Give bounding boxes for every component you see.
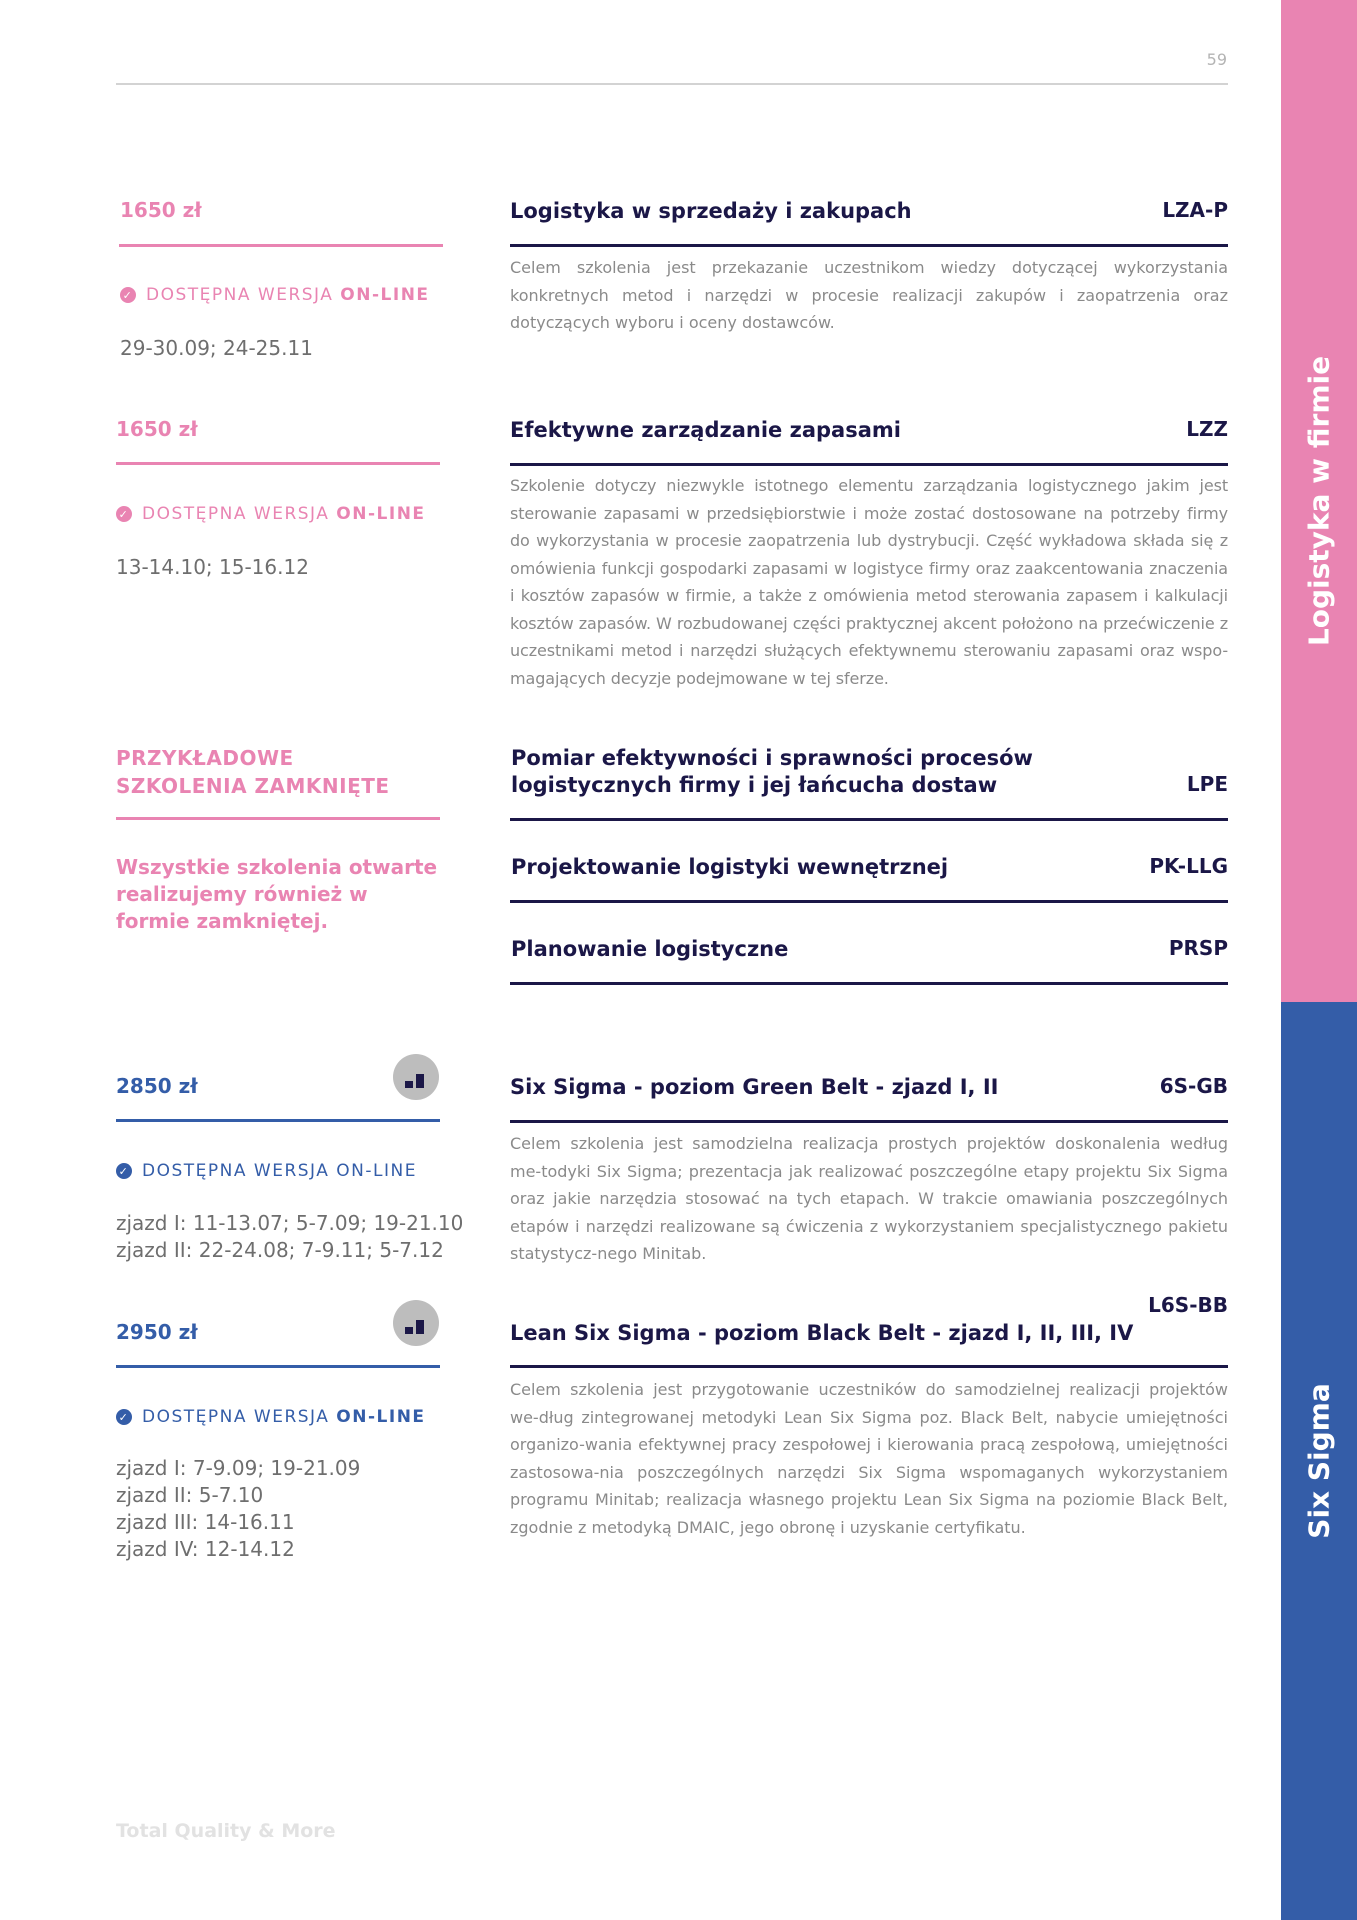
course-dates: 13-14.10; 15-16.12	[116, 555, 309, 579]
closed-item-title	[511, 745, 1111, 799]
closed-item-rule	[510, 900, 1228, 903]
date-line: zjazd III: 14-16.11	[116, 1510, 295, 1534]
online-badge	[116, 504, 426, 524]
date-line: zjazd I: 7-9.09; 19-21.09	[116, 1456, 361, 1480]
online-badge	[116, 1407, 426, 1427]
level-bar	[405, 1327, 413, 1334]
online-prefix: DOSTĘPNA WERSJA	[142, 1161, 330, 1181]
online-prefix: DOSTĘPNA WERSJA	[142, 1407, 330, 1427]
level-icon	[393, 1300, 439, 1346]
price-rule	[119, 244, 443, 247]
footer-brand: Total Quality & More	[116, 1820, 336, 1842]
closed-item-title-line: Pomiar efektywności i sprawności procesów	[511, 746, 1033, 770]
online-suffix: ON-LINE	[340, 285, 430, 305]
check-circle-icon: ✓	[116, 506, 132, 522]
title-rule	[510, 1120, 1228, 1123]
closed-item-code: LPE	[1186, 772, 1228, 796]
check-circle-icon: ✓	[116, 1409, 132, 1425]
date-line: zjazd I: 11-13.07; 5-7.09; 19-21.10	[116, 1211, 464, 1235]
online-prefix: DOSTĘPNA WERSJA	[142, 504, 330, 524]
header-divider	[116, 83, 1228, 85]
price-rule	[116, 1119, 440, 1122]
course-description: Szkolenie dotyczy niezwykle istotnego elementu zarządzania logistycznego jakim jest sterowanie zapasami w przedsiębiorstwie i może zostać dostosowane na potrzeby firmy do wykorzystania w procesie zaopatrzenia lub dystrybucji. Część wykładowa składa się z omówienia funkcji gospodarki zapasami w logistyce firmy oraz zaakcentowania znaczenia i kosztów zapasów w firmie, a także z omówienia metod sterowania zapasem i kalkulacji kosztów zapasów. W rozbudowanej części praktycznej akcent położono na przećwiczenie z uczestnikami metod i narzędzi służących efektywnemu sterowaniu zapasami oraz wspo-magających decyzje podejmowane w tej sferze.	[510, 476, 1228, 688]
closed-item-title: Planowanie logistyczne	[511, 937, 789, 961]
title-rule	[510, 1365, 1228, 1368]
side-tab-logistyka	[1281, 0, 1357, 1002]
online-suffix: ON-LINE	[336, 1407, 426, 1427]
closed-item-rule	[510, 982, 1228, 985]
course-price: 1650 zł	[116, 417, 198, 441]
closed-rule	[116, 817, 440, 820]
side-tab-label: Logistyka w firmie	[1302, 355, 1336, 647]
closed-item-rule	[510, 818, 1228, 821]
course-description: Celem szkolenia jest samodzielna realizacja prostych projektów doskonalenia według me-todyki Six Sigma; prezentacja jak realizować poszczególne etapy projektu Six Sigma oraz jakie narzędzia stosować na tych etapach. W trakcie omawiania poszczególnych etapów i narzędzi realizowane są ćwiczenia z wykorzystaniem specjalistycznego pakietu statystycz-nego Minitab.	[510, 1134, 1228, 1263]
closed-note: Wszystkie szkolenia otwarte realizujemy również w formie zamkniętej.	[116, 855, 438, 933]
price-rule	[116, 462, 440, 465]
title-rule	[510, 244, 1228, 247]
date-line: zjazd II: 5-7.10	[116, 1483, 264, 1507]
online-badge	[116, 1161, 417, 1181]
course-code: L6S-BB	[1148, 1293, 1228, 1317]
course-dates: 29-30.09; 24-25.11	[120, 336, 313, 360]
price-rule	[116, 1365, 440, 1368]
level-icon	[393, 1054, 439, 1100]
level-bar	[416, 1074, 424, 1088]
closed-item-code: PK-LLG	[1149, 854, 1228, 878]
course-code: LZZ	[1186, 417, 1228, 441]
online-suffix: ON-LINE	[336, 1161, 417, 1181]
level-bar	[405, 1081, 413, 1088]
course-price: 1650 zł	[120, 198, 202, 222]
course-price: 2950 zł	[116, 1320, 198, 1344]
closed-item-title: Projektowanie logistyki wewnętrznej	[511, 855, 949, 879]
date-line: zjazd II: 22-24.08; 7-9.11; 5-7.12	[116, 1238, 444, 1262]
course-price: 2850 zł	[116, 1074, 198, 1098]
closed-item-code: PRSP	[1168, 936, 1228, 960]
side-tab-six-sigma	[1281, 1002, 1357, 1920]
closed-heading	[116, 744, 390, 800]
course-code: LZA-P	[1162, 198, 1228, 222]
date-line: zjazd IV: 12-14.12	[116, 1537, 295, 1561]
course-title: Six Sigma - poziom Green Belt - zjazd I, II	[510, 1075, 999, 1099]
closed-heading-line: SZKOLENIA ZAMKNIĘTE	[116, 774, 390, 798]
course-code: 6S-GB	[1159, 1074, 1228, 1098]
course-title: Efektywne zarządzanie zapasami	[510, 418, 901, 442]
check-circle-icon: ✓	[120, 287, 136, 303]
side-tab-label: Six Sigma	[1302, 1383, 1336, 1539]
course-description: Celem szkolenia jest przygotowanie uczestników do samodzielnej realizacji projektów we-dług zintegrowanej metodyki Lean Six Sigma poz. Black Belt, nabycie umiejętności organizo-wania efektywnej pracy zespołowej i kierowania pracą zespołową, umiejętności zastosowa-nia poszczególnych narzędzi Six Sigma wspomaganych wykorzystaniem programu Minitab; realizacja własnego projektu Lean Six Sigma na poziomie Black Belt, zgodnie z metodyką DMAIC, jego obronę i uzyskanie certyfikatu.	[510, 1380, 1228, 1537]
level-bar	[416, 1320, 424, 1334]
online-badge	[120, 285, 430, 305]
online-suffix: ON-LINE	[336, 504, 426, 524]
check-circle-icon: ✓	[116, 1163, 132, 1179]
course-title: Lean Six Sigma - poziom Black Belt - zjazd I, II, III, IV	[510, 1321, 1134, 1345]
course-title: Logistyka w sprzedaży i zakupach	[510, 199, 912, 223]
title-rule	[510, 463, 1228, 466]
page-number: 59	[1206, 50, 1227, 69]
course-description: Celem szkolenia jest przekazanie uczestnikom wiedzy dotyczącej wykorzystania konkretnych metod i narzędzi w procesie realizacji zakupów i zaopatrzenia oraz dotyczących wyboru i oceny dostawców.	[510, 258, 1228, 332]
closed-heading-line: PRZYKŁADOWE	[116, 746, 294, 770]
closed-item-title-line: logistycznych firmy i jej łańcucha dostaw	[511, 773, 998, 797]
course-dates	[116, 1210, 463, 1264]
online-prefix: DOSTĘPNA WERSJA	[146, 285, 334, 305]
course-dates	[116, 1455, 360, 1563]
